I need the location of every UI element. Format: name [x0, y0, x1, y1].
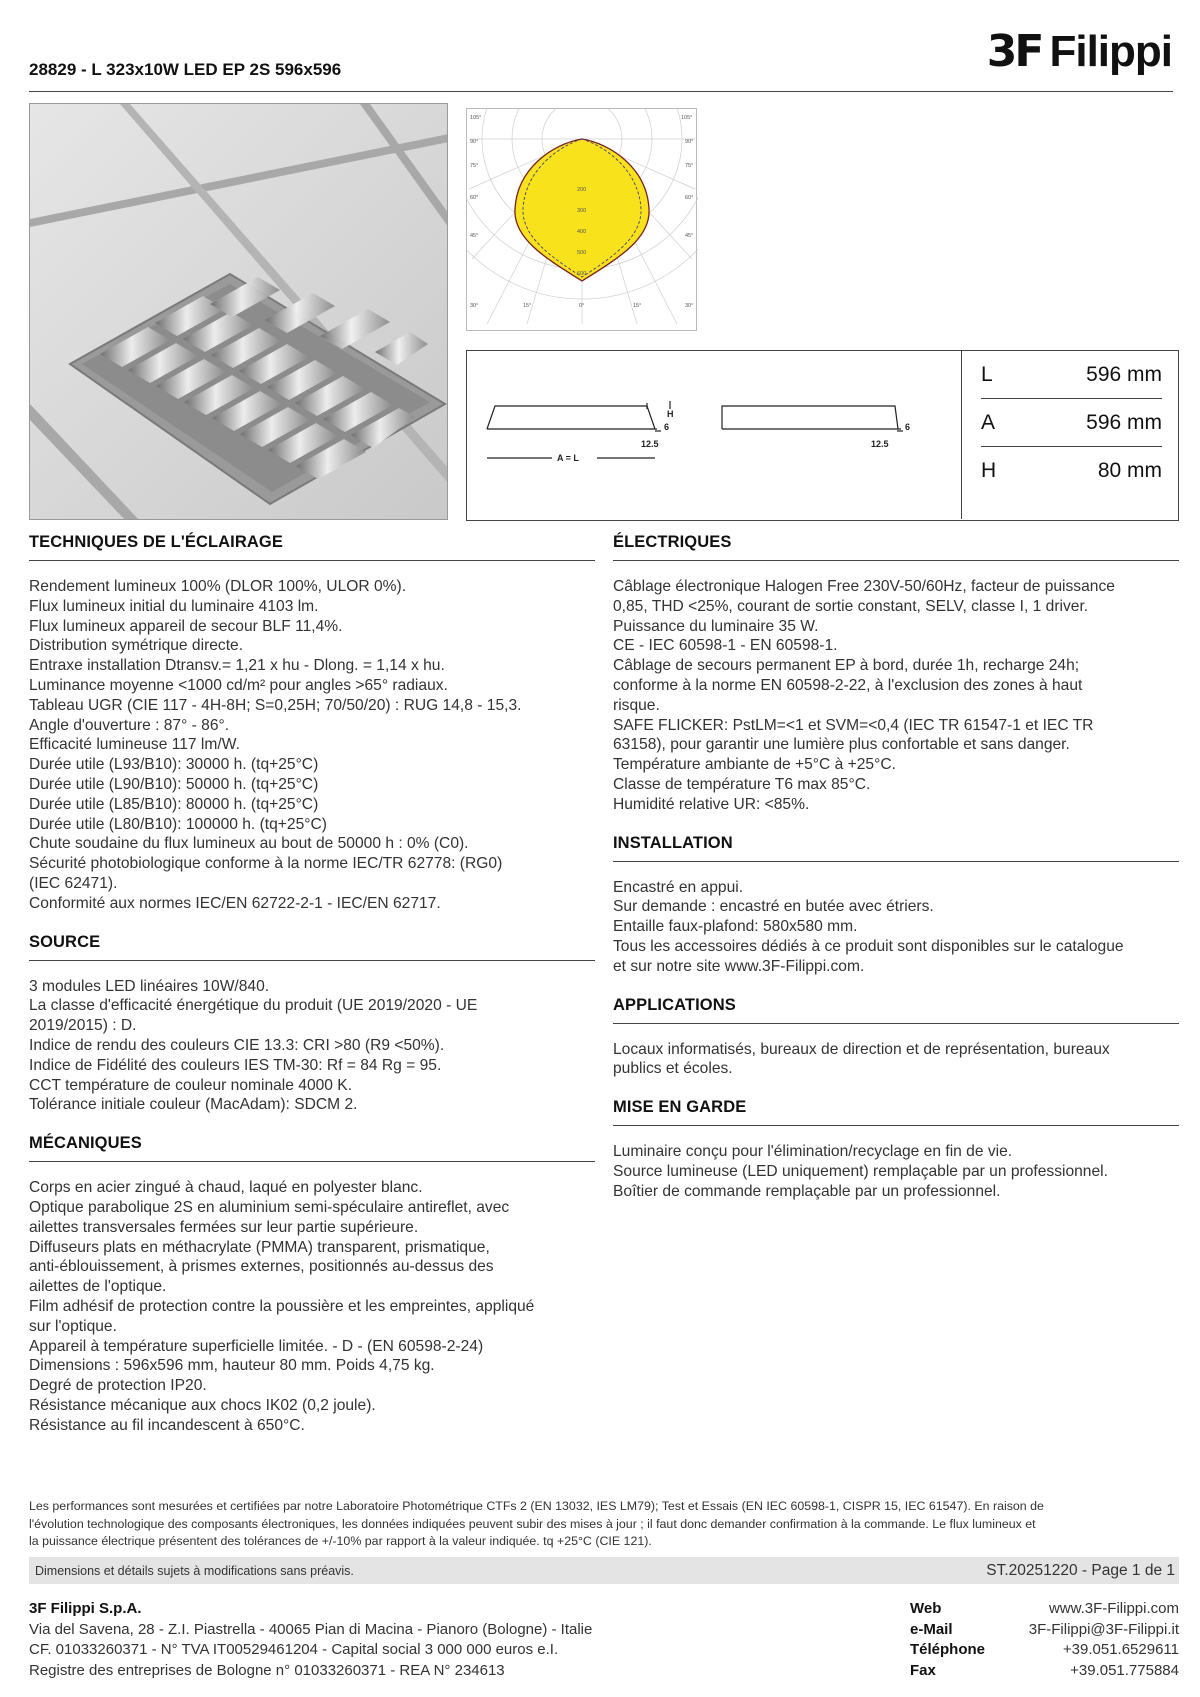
phone-value: +39.051.6529611	[1062, 1641, 1179, 1658]
polar-label: 60°	[470, 195, 479, 201]
polar-label: 45°	[470, 233, 479, 239]
dim-label-six: 6	[664, 422, 670, 432]
spec-line: Distribution symétrique directe.	[29, 637, 244, 655]
dimension-label: L	[981, 362, 993, 386]
spec-line: Humidité relative UR: <85%.	[613, 795, 810, 813]
spec-line: Classe de température T6 max 85°C.	[613, 775, 871, 793]
spec-line: Source lumineuse (LED uniquement) remplaçable par un professionnel.	[613, 1162, 1108, 1180]
spec-line: Rendement lumineux 100% (DLOR 100%, ULOR 0%).	[29, 578, 407, 595]
polar-label: 105°	[470, 115, 482, 121]
spec-line: ailettes de l'optique.	[29, 1278, 167, 1296]
spec-line: Encastré en appui.	[613, 878, 744, 896]
polar-label: 45°	[685, 233, 694, 239]
section-heading: APPLICATIONS	[613, 996, 1179, 1024]
spec-line: Dimensions : 596x596 mm, hauteur 80 mm. Poids 4,75 kg.	[29, 1357, 435, 1375]
spec-line: Résistance au fil incandescent à 650°C.	[29, 1416, 305, 1434]
dimension-row	[981, 399, 1162, 447]
company-info	[29, 1599, 592, 1681]
company-tax-info: CF. 01033260371 - N° TVA IT00529461204 - Capital social 3 000 000 euros e.I.	[29, 1641, 559, 1658]
spec-line: Flux lumineux initial du luminaire 4103 lm.	[29, 597, 319, 615]
spec-line: Chute soudaine du flux lumineux au bout de 50000 h : 0% (C0).	[29, 835, 469, 853]
spec-section	[29, 1134, 595, 1435]
spec-line: Sécurité photobiologique conforme à la norme IEC/TR 62778: (RG0)	[29, 855, 503, 873]
contact-row-web	[910, 1599, 1179, 1620]
spec-line: Température ambiante de +5°C à +25°C.	[613, 756, 896, 774]
spec-line: 0,85, THD <25%, courant de sortie constant, SELV, classe I, 1 driver.	[613, 597, 1089, 615]
page-indicator: ST.20251220 - Page 1 de 1	[986, 1561, 1175, 1579]
spec-section	[613, 1098, 1179, 1201]
product-photo	[29, 103, 448, 520]
polar-label: 400	[577, 229, 587, 235]
spec-line: Conformité aux normes IEC/EN 62722-2-1 - IEC/EN 62717.	[29, 894, 441, 912]
spec-line: CCT température de couleur nominale 4000 K.	[29, 1076, 353, 1094]
spec-line: Degré de protection IP20.	[29, 1377, 207, 1395]
modification-notice: Dimensions et détails sujets à modifications sans préavis.	[35, 1563, 354, 1578]
spec-line: Luminance moyenne <1000 cd/m² pour angles >65° radiaux.	[29, 676, 448, 694]
spec-line: 2019/2015) : D.	[29, 1017, 137, 1035]
spec-line: Durée utile (L90/B10): 50000 h. (tq+25°C)	[29, 775, 319, 793]
dimension-value: 596 mm	[1086, 410, 1162, 434]
product-title: 28829 - L 323x10W LED EP 2S 596x596	[29, 60, 342, 79]
website-link[interactable]: www.3F-Filippi.com	[1048, 1600, 1179, 1617]
spec-line: Câblage électronique Halogen Free 230V-50/60Hz, facteur de puissance	[613, 578, 1115, 595]
polar-label: 90°	[470, 139, 479, 145]
spec-line: publics et écoles.	[613, 1060, 733, 1078]
dim-label-six: 6	[905, 422, 911, 432]
section-heading: INSTALLATION	[613, 834, 1179, 862]
spec-line: (IEC 62471).	[29, 874, 118, 892]
polar-label: 200	[577, 187, 587, 193]
polar-label: 105°	[681, 115, 693, 121]
spec-line: risque.	[613, 696, 660, 714]
spec-line: Résistance mécanique aux chocs IK02 (0,2 joule).	[29, 1396, 376, 1414]
dim-label-a-l: A = L	[557, 453, 579, 463]
spec-line: Optique parabolique 2S en aluminium semi-spéculaire antireflet, avec	[29, 1198, 510, 1216]
spec-section	[613, 834, 1179, 977]
polar-label: 15°	[633, 303, 642, 309]
right-column	[613, 533, 1179, 1221]
polar-label: 90°	[685, 139, 694, 145]
spec-line: Appareil à température superficielle limitée. - D - (EN 60598-2-24)	[29, 1337, 484, 1355]
spec-line: Entraxe installation Dtransv.= 1,21 x hu - Dlong. = 1,14 x hu.	[29, 657, 445, 675]
spec-line: ailettes transversales fermées sur leur partie supérieure.	[29, 1218, 419, 1236]
dimension-row	[981, 351, 1162, 399]
contact-row-fax	[910, 1661, 1179, 1682]
spec-line: Indice de rendu des couleurs CIE 13.3: CRI >80 (R9 <50%).	[29, 1036, 445, 1054]
spec-line: Durée utile (L80/B10): 100000 h. (tq+25°C)	[29, 815, 327, 833]
dimension-value: 596 mm	[1086, 362, 1162, 386]
contact-info	[910, 1599, 1179, 1681]
spec-line: Indice de Fidélité des couleurs IES TM-30: Rf = 84 Rg = 95.	[29, 1056, 442, 1074]
contact-label: Téléphone	[910, 1641, 986, 1658]
contact-label: Fax	[910, 1661, 936, 1679]
fax-value: +39.051.775884	[1070, 1661, 1179, 1679]
polar-label: 15°	[523, 303, 532, 309]
spec-line: sur l'optique.	[29, 1317, 117, 1335]
dim-label-12-5: 12.5	[641, 439, 659, 449]
footer-bar	[29, 1557, 1179, 1584]
photometric-polar-diagram	[466, 108, 697, 331]
contact-row-phone	[910, 1640, 1179, 1661]
disclaimer-line: Les performances sont mesurées et certifiées par notre Laboratoire Photométrique CTFs 2 (EN 13032, IES LM79); Test et Essais (EN IEC 60598-1, CISPR 15, IEC 61547). En raison de	[29, 1499, 1044, 1513]
spec-line: 63158), pour garantir une lumière plus confortable et sans danger.	[613, 736, 1070, 754]
dimension-table	[963, 351, 1178, 520]
dimension-drawing	[467, 351, 962, 519]
spec-line: Efficacité lumineuse 117 lm/W.	[29, 736, 240, 754]
spec-line: Flux lumineux appareil de secour BLF 11,4%.	[29, 617, 343, 635]
polar-label: 300	[577, 208, 587, 214]
header-divider	[29, 91, 1173, 92]
section-heading: SOURCE	[29, 933, 595, 961]
section-heading: TECHNIQUES DE L'ÉCLAIRAGE	[29, 533, 595, 561]
dimension-row	[981, 447, 1162, 495]
dimension-label: A	[981, 410, 996, 434]
polar-label: 30°	[685, 303, 694, 309]
spec-line: Diffuseurs plats en méthacrylate (PMMA) transparent, prismatique,	[29, 1238, 490, 1256]
spec-section	[613, 996, 1179, 1080]
spec-line: conforme à la norme EN 60598-2-22, à l'exclusion des zones à haut	[613, 676, 1083, 694]
dimension-value: 80 mm	[1097, 459, 1162, 482]
polar-label: 600	[577, 271, 587, 277]
contact-label: Web	[910, 1600, 942, 1617]
spec-line: Luminaire conçu pour l'élimination/recyclage en fin de vie.	[613, 1143, 1013, 1161]
disclaimer-line: l'évolution technologique des composants électroniques, les données indiquées peuvent subir des mises à jour ; il faut donc demander confirmation à la commande. Le flux lumineux et	[29, 1516, 1036, 1531]
polar-label: 500	[577, 250, 587, 256]
company-name: 3F Filippi S.p.A.	[29, 1600, 142, 1617]
polar-label: 30°	[470, 303, 479, 309]
spec-line: Durée utile (L93/B10): 30000 h. (tq+25°C)	[29, 756, 319, 774]
spec-line: SAFE FLICKER: PstLM=<1 et SVM=<0,4 (IEC TR 61547-1 et IEC TR	[613, 716, 1094, 734]
spec-line: Durée utile (L85/B10): 80000 h. (tq+25°C)	[29, 795, 319, 813]
spec-line: Film adhésif de protection contre la poussière et les empreintes, appliqué	[29, 1297, 535, 1315]
spec-line: Angle d'ouverture : 87° - 86°.	[29, 716, 230, 734]
section-heading: MISE EN GARDE	[613, 1098, 1179, 1126]
disclaimer-line: la puissance électrique présentent des tolérances de +/-10% par rapport à la valeur indiquée. tq +25°C (CIE 121).	[29, 1534, 652, 1548]
spec-section	[29, 933, 595, 1116]
performance-disclaimer	[29, 1498, 1179, 1551]
polar-label: 75°	[685, 163, 694, 169]
left-column	[29, 533, 595, 1454]
contact-label: e-Mail	[910, 1620, 953, 1638]
spec-line: La classe d'efficacité énergétique du produit (UE 2019/2020 - UE	[29, 997, 478, 1015]
dim-label-12-5: 12.5	[871, 439, 889, 449]
section-heading: ÉLECTRIQUES	[613, 533, 1179, 561]
spec-line: Tableau UGR (CIE 117 - 4H-8H; S=0,25H; 70/50/20) : RUG 14,8 - 15,3.	[29, 696, 522, 714]
logo-mark: 3F	[986, 26, 1042, 77]
spec-section	[29, 533, 595, 914]
logo-text: Filippi	[1049, 26, 1172, 76]
spec-line: CE - IEC 60598-1 - EN 60598-1.	[613, 637, 838, 655]
brand-logo	[987, 26, 1172, 77]
spec-line: Tolérance initiale couleur (MacAdam): SDCM 2.	[29, 1096, 358, 1114]
spec-line: Corps en acier zingué à chaud, laqué en polyester blanc.	[29, 1179, 423, 1197]
polar-label: 60°	[685, 195, 694, 201]
spec-line: Entaille faux-plafond: 580x580 mm.	[613, 918, 858, 936]
dim-label-h: H	[667, 409, 674, 419]
spec-line: Locaux informatisés, bureaux de direction et de représentation, bureaux	[613, 1040, 1110, 1058]
dimension-label: H	[981, 459, 997, 482]
company-address: Via del Savena, 28 - Z.I. Piastrella - 40065 Pian di Macina - Pianoro (Bologne) - Italie	[29, 1620, 593, 1638]
polar-label: 0°	[579, 303, 585, 309]
spec-line: anti-éblouissement, à prismes externes, positionnés au-dessus des	[29, 1258, 494, 1276]
polar-label: 75°	[470, 163, 479, 169]
email-link[interactable]: 3F-Filippi@3F-Filippi.it	[1028, 1620, 1179, 1638]
contact-row-email	[910, 1620, 1179, 1641]
spec-line: Câblage de secours permanent EP à bord, durée 1h, recharge 24h;	[613, 657, 1080, 675]
spec-line: Tous les accessoires dédiés à ce produit sont disponibles sur le catalogue	[613, 937, 1124, 955]
spec-line: Puissance du luminaire 35 W.	[613, 617, 819, 635]
company-registry: Registre des entreprises de Bologne n° 01033260371 - REA N° 234613	[29, 1661, 505, 1679]
spec-line: Boîtier de commande remplaçable par un professionnel.	[613, 1182, 1001, 1200]
dimensions-panel	[466, 350, 1179, 521]
spec-section	[613, 533, 1179, 815]
spec-line: 3 modules LED linéaires 10W/840.	[29, 977, 270, 995]
spec-line: et sur notre site www.3F-Filippi.com.	[613, 957, 865, 975]
spec-line: Sur demande : encastré en butée avec étriers.	[613, 898, 934, 916]
section-heading: MÉCANIQUES	[29, 1134, 595, 1162]
